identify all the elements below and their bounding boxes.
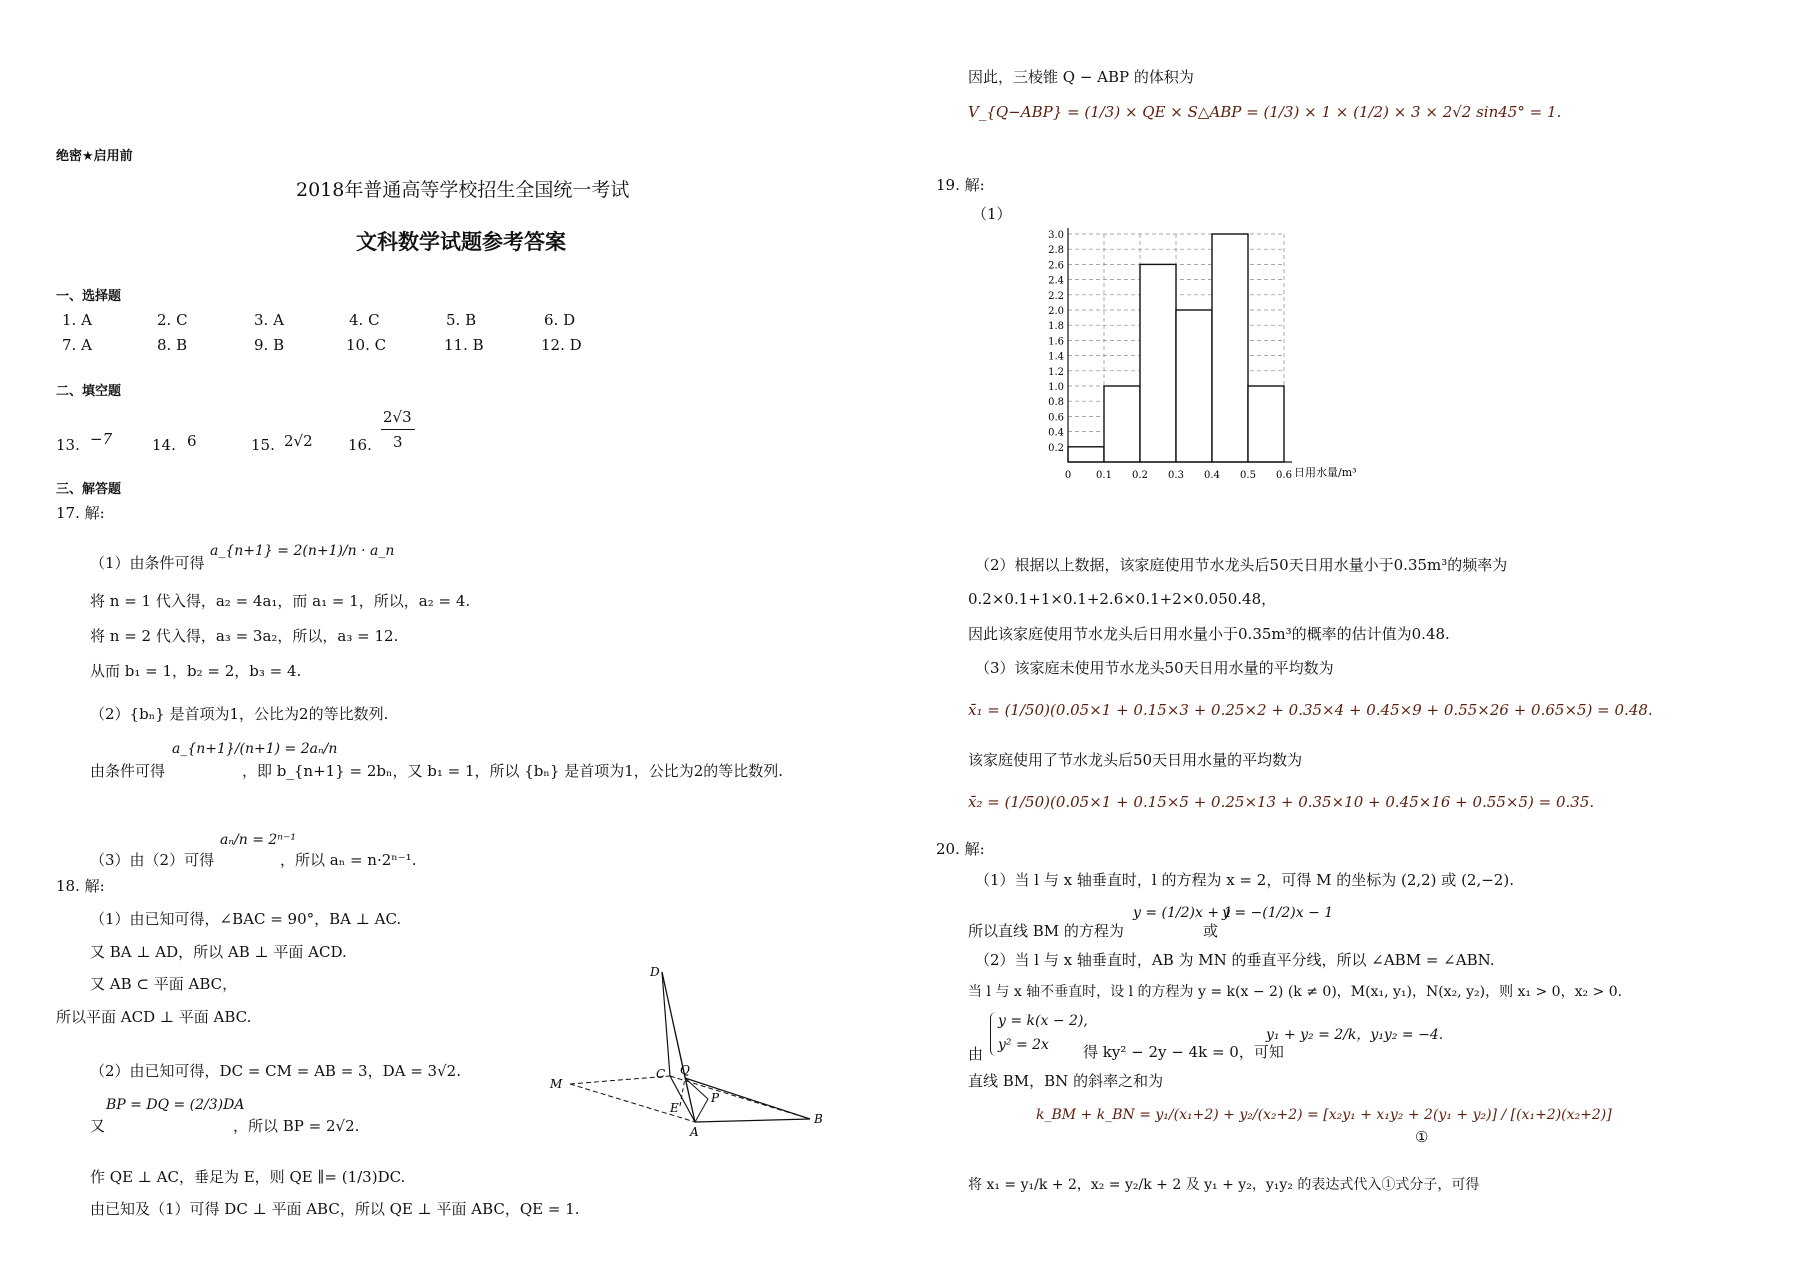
answer: 4. C <box>349 311 380 329</box>
answer: 9. B <box>254 336 285 354</box>
q19-part1: （1） <box>972 205 1012 223</box>
histogram-chart <box>1040 212 1400 492</box>
equation-marker: ① <box>1415 1128 1429 1146</box>
q19-formula: x̄₂ = (1/50)(0.05×1 + 0.15×5 + 0.25×13 + 0.35×10 + 0.45×16 + 0.55×5) = 0.35. <box>968 793 1595 811</box>
q18-line: 又 BA ⊥ AD，所以 AB ⊥ 平面 ACD. <box>90 943 347 961</box>
exam-subtitle: 文科数学试题参考答案 <box>356 230 566 254</box>
x-tick-label: 0.6 <box>1276 470 1292 481</box>
x-tick-label: 0 <box>1064 470 1072 481</box>
point-label: Q <box>680 1063 690 1077</box>
q17-line: 由条件可得 <box>90 762 166 780</box>
histogram-bar <box>1068 447 1104 462</box>
y-tick-label: 2.2 <box>1048 290 1064 302</box>
x-tick-label: 0.1 <box>1096 470 1112 481</box>
q17-line: ，即 b_{n+1} = 2bₙ，又 b₁ = 1，所以 {bₙ} 是首项为1，公比为2的等比数列. <box>242 762 784 780</box>
fill-answer: 2√2 <box>284 432 313 450</box>
fraction-numerator: 2√3 <box>383 408 412 426</box>
q18-line: 所以平面 ACD ⊥ 平面 ABC. <box>56 1008 252 1026</box>
q17-formula: a_{n+1}/(n+1) = 2aₙ/n <box>172 741 338 757</box>
answer: 6. D <box>544 311 576 329</box>
section2-title: 二、填空题 <box>56 384 122 399</box>
q20-line: 或 <box>1203 922 1219 940</box>
section3-title: 三、解答题 <box>56 482 122 497</box>
y-tick-label: 0.8 <box>1048 397 1064 409</box>
q18-line: （2）由已知可得，DC = CM = AB = 3，DA = 3√2. <box>90 1062 461 1080</box>
fill-answer: 6 <box>187 432 197 450</box>
answer: 1. A <box>62 311 92 329</box>
y-tick-label: 1.0 <box>1048 382 1064 393</box>
q18-line: （1）由已知可得，∠BAC = 90°，BA ⊥ AC. <box>90 910 402 928</box>
fill-answer: −7 <box>90 430 113 448</box>
y-tick-label: 2.0 <box>1048 306 1064 317</box>
q20-line: 当 l 与 x 轴不垂直时，设 l 的方程为 y = k(x − 2) (k ≠ 0)，M(x₁, y₁)，N(x₂, y₂)，则 x₁ > 0，x₂ > 0. <box>968 984 1623 1000</box>
point-label: D <box>650 965 660 979</box>
q19-line: （3）该家庭未使用节水龙头50天日用水量的平均数为 <box>975 659 1334 677</box>
histogram-bar <box>1140 264 1176 462</box>
q18-line: ，所以 BP = 2√2. <box>233 1117 360 1135</box>
q17-line: 将 n = 1 代入得，a₂ = 4a₁，而 a₁ = 1，所以，a₂ = 4. <box>90 592 471 610</box>
answer: 7. A <box>62 336 92 354</box>
q17-formula: a_{n+1} = 2(n+1)/n · a_n <box>210 543 395 559</box>
answer: 2. C <box>157 311 188 329</box>
x-tick-label: 0.3 <box>1168 470 1184 481</box>
x-tick-label: 0.2 <box>1132 470 1148 481</box>
q20-formula: y = −(1/2)x − 1 <box>1222 905 1334 921</box>
volume-line: 因此，三棱锥 Q − ABP 的体积为 <box>968 68 1194 86</box>
system-brace <box>990 1012 997 1056</box>
y-tick-label: 1.8 <box>1048 321 1064 333</box>
q18-line: 又 <box>90 1117 106 1135</box>
fill-number: 16. <box>348 436 372 454</box>
q17-line: 从而 b₁ = 1，b₂ = 2，b₃ = 4. <box>90 662 302 680</box>
point-label: M <box>550 1077 563 1091</box>
y-tick-label: 3.0 <box>1048 230 1064 241</box>
histogram-bar <box>1104 386 1140 462</box>
y-tick-label: 2.8 <box>1048 245 1064 257</box>
y-tick-label: 1.4 <box>1048 351 1064 363</box>
y-tick-label: 0.6 <box>1048 412 1064 424</box>
point-label: B <box>814 1112 823 1126</box>
q18-line: 由已知及（1）可得 DC ⊥ 平面 ABC，所以 QE ⊥ 平面 ABC，QE = 1. <box>90 1200 580 1218</box>
q20-line: 得 ky² − 2y − 4k = 0，可知 <box>1083 1043 1284 1061</box>
fraction-denominator: 3 <box>393 433 403 451</box>
fill-number: 13. <box>56 436 80 454</box>
geometry-figure <box>540 962 830 1137</box>
point-label: C <box>656 1067 666 1081</box>
exam-title: 2018年普通高等学校招生全国统一考试 <box>296 179 630 201</box>
y-tick-label: 1.2 <box>1048 366 1064 378</box>
q20-formula: y = (1/2)x + 1 <box>1133 905 1233 921</box>
q18-line: 又 AB ⊂ 平面 ABC， <box>90 975 238 993</box>
q19-head: 19. 解: <box>936 176 985 194</box>
fraction-bar <box>381 429 415 430</box>
fill-number: 14. <box>152 436 176 454</box>
histogram-bar <box>1176 310 1212 462</box>
point-label: E <box>670 1101 679 1115</box>
point-label: A <box>690 1125 699 1137</box>
q20-line: （2）当 l 与 x 轴垂直时，AB 为 MN 的垂直平分线，所以 ∠ABM = ∠ABN. <box>975 951 1495 969</box>
q19-formula: x̄₁ = (1/50)(0.05×1 + 0.15×3 + 0.25×2 + 0.35×4 + 0.45×9 + 0.55×26 + 0.65×5) = 0.48. <box>968 701 1653 719</box>
q20-system: y² = 2x <box>998 1037 1049 1053</box>
q20-system: y = k(x − 2), <box>998 1013 1088 1029</box>
answer: 5. B <box>446 311 477 329</box>
q20-line: 将 x₁ = y₁/k + 2，x₂ = y₂/k + 2 及 y₁ + y₂，y₁y₂ 的表达式代入①式分子，可得 <box>968 1177 1480 1193</box>
x-tick-label: 0.5 <box>1240 470 1256 481</box>
q18-formula: BP = DQ = (2/3)DA <box>106 1097 245 1113</box>
q17-head: 17. 解: <box>56 504 105 522</box>
q20-head: 20. 解: <box>936 840 985 858</box>
fill-number: 15. <box>251 436 275 454</box>
answer: 12. D <box>541 336 582 354</box>
answer: 3. A <box>254 311 284 329</box>
q17-line: 将 n = 2 代入得，a₃ = 3a₂，所以，a₃ = 12. <box>90 627 399 645</box>
q19-line: 因此该家庭使用节水龙头后日用水量小于0.35m³的概率的估计值为0.48. <box>968 625 1450 643</box>
q17-line: （3）由（2）可得 <box>90 851 215 869</box>
q20-line: 由 <box>968 1045 984 1063</box>
q20-formula: k_BM + k_BN = y₁/(x₁+2) + y₂/(x₂+2) = [x₂y₁ + x₁y₂ + 2(y₁ + y₂)] / [(x₁+2)(x₂+2)] <box>1036 1107 1612 1123</box>
y-tick-label: 0.4 <box>1048 427 1064 439</box>
histogram-bar <box>1212 234 1248 462</box>
y-tick-label: 1.6 <box>1048 336 1064 348</box>
section1-title: 一、选择题 <box>56 289 122 304</box>
point-label: P <box>711 1091 720 1105</box>
y-tick-label: 2.4 <box>1048 275 1064 287</box>
histogram-bar <box>1248 386 1284 462</box>
answer: 11. B <box>444 336 484 354</box>
q17-line: ，所以 aₙ = n·2ⁿ⁻¹. <box>280 851 417 869</box>
x-axis-label: 日用水量/m³ <box>1294 466 1357 479</box>
q17-formula: aₙ/n = 2ⁿ⁻¹ <box>220 832 296 848</box>
q19-line: （2）根据以上数据，该家庭使用节水龙头后50天日用水量小于0.35m³的频率为 <box>975 556 1508 574</box>
y-tick-label: 0.2 <box>1048 442 1064 454</box>
q19-line: 该家庭使用了节水龙头后50天日用水量的平均数为 <box>968 751 1303 769</box>
y-tick-label: 2.6 <box>1048 260 1064 272</box>
answer: 8. B <box>157 336 188 354</box>
x-tick-label: 0.4 <box>1204 470 1220 481</box>
q20-formula: y₁ + y₂ = 2/k，y₁y₂ = −4. <box>1266 1027 1444 1043</box>
answer: 10. C <box>346 336 387 354</box>
q20-line: （1）当 l 与 x 轴垂直时，l 的方程为 x = 2，可得 M 的坐标为 (2,2) 或 (2,−2). <box>975 871 1514 889</box>
q19-line: 0.2×0.1+1×0.1+2.6×0.1+2×0.050.48， <box>968 590 1277 608</box>
volume-formula: V_{Q−ABP} = (1/3) × QE × S△ABP = (1/3) × 1 × (1/2) × 3 × 2√2 sin45° = 1. <box>968 103 1562 121</box>
q17-line: （1）由条件可得 <box>90 554 205 572</box>
q20-line: 所以直线 BM 的方程为 <box>968 922 1124 940</box>
q18-head: 18. 解: <box>56 877 105 895</box>
secret-label: 绝密★启用前 <box>56 149 133 164</box>
q20-line: 直线 BM，BN 的斜率之和为 <box>968 1072 1164 1090</box>
q17-line: （2）{bₙ} 是首项为1，公比为2的等比数列. <box>90 705 389 723</box>
q18-line: 作 QE ⊥ AC，垂足为 E，则 QE ∥= (1/3)DC. <box>90 1168 406 1186</box>
